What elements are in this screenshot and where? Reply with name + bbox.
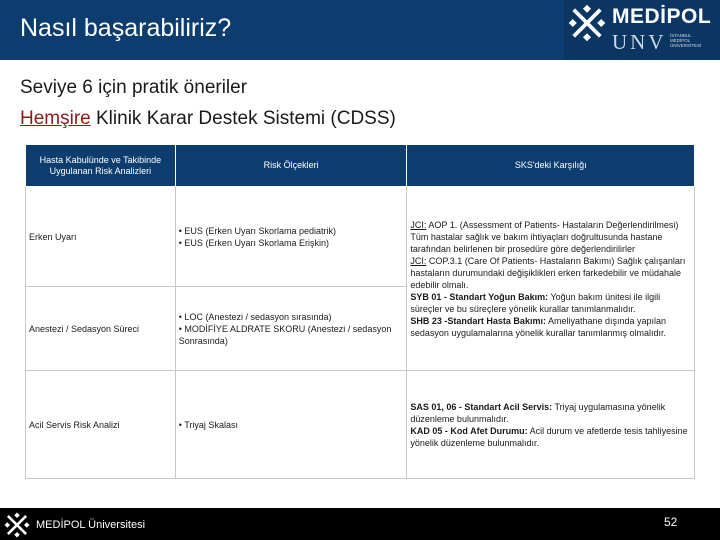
sks-cell-bottom [407,371,695,479]
header-scales: Risk Ölçekleri [175,145,407,187]
sks-text: Acil durum ve afetlerde tesis tahliyesine yönelik düzenleme bulunmalıdır. [410,425,688,448]
scales-cell [175,187,407,287]
sks-paragraph [410,291,691,315]
table-row [26,187,695,287]
scale-item: • EUS (Erken Uyarı Skorlama Erişkin) [178,237,329,248]
scale-item: • EUS (Erken Uyarı Skorlama pediatrik) [178,225,336,236]
subtitle-rest: Klinik Karar Destek Sistemi (CDSS) [90,108,396,129]
scale-item: • MODİFİYE ALDRATE SKORU (Anestezi / sedasyon Sonrasında) [178,323,392,346]
scales-cell [175,371,407,479]
analysis-cell: Anestezi / Sedasyon Süreci [26,287,176,371]
page-number: 52 [664,515,678,529]
sks-text: COP.3.1 (Care Of Patients- Hastaların Bakımı) Sağlık çalışanları hastaların durumundaki değişiklikleri erken farkedebilir ve müdahale edebilir olmalı. [410,255,686,290]
logo-subtext [670,33,710,48]
table-header-row [26,145,695,187]
sks-paragraph [410,315,691,339]
sks-text: Triyaj uygulamasına yönelik düzenleme bulunmalıdır. [410,401,666,424]
subtitle-underlined-word: Hemşire [20,108,91,129]
analysis-cell: Acil Servis Risk Analizi [26,371,176,479]
sks-text: Ameliyathane dışında yapılan sedasyon uygulamalarına yönelik kurallar tanımlanmış olmalıdır. [410,315,667,338]
logo-unv: UNV [612,30,667,54]
logo-sub-line: ÜNİVERSİTESİ [670,43,702,48]
footer-university-name: MEDİPOL Üniversitesi [36,519,146,531]
subtitle-level: Seviye 6 için pratik öneriler [20,77,248,98]
logo-sub-line: İSTANBUL [670,33,692,38]
sks-key: SYB 01 - Standart Yoğun Bakım: [410,291,549,302]
medipol-emblem-icon [4,512,30,538]
table-row [26,371,695,479]
sks-key: SAS 01, 06 - Standart Acil Servis: [410,401,553,412]
scale-item: • LOC (Anestezi / sedasyon sırasında) [178,311,332,322]
sks-paragraph [410,401,691,425]
sks-paragraph [410,255,691,291]
header-sks: SKS'deki Karşılığı [407,145,695,187]
logo-name: MEDİPOL [612,5,712,28]
subtitle-cdss [20,108,396,130]
sks-key: JCI: [410,255,427,266]
sks-paragraph [410,219,691,255]
sks-paragraph [410,425,691,449]
sks-key: JCI: [410,219,427,230]
sks-key: KAD 05 - Kod Afet Durumu: [410,425,528,436]
analysis-cell: Erken Uyarı [26,187,176,287]
scales-cell [175,287,407,371]
header-analysis: Hasta Kabulünde ve Takibinde Uygulanan Risk Analizleri [26,145,176,187]
scale-item: • Triyaj Skalası [178,419,238,430]
sks-text: AOP 1. (Assessment of Patients- Hastaların Değerlendirilmesi) Tüm hastalar sağlık ve bakım ihtiyaçları doğrultusunda hastane tarafından belirlenen bir prosedüre göre değerlendirilirler [410,219,679,254]
logo-sub-line: MEDİPOL [670,38,691,43]
cdss-table [25,144,695,479]
sks-cell-top [407,187,695,371]
sks-text: Yoğun bakım ünitesi ile ilgili süreçler ve bu süreçlere yönelik kurallar tanımlanmalıdır. [410,291,661,314]
sks-key: SHB 23 -Standart Hasta Bakımı: [410,315,546,326]
slide-title: Nasıl başarabiliriz? [20,14,232,42]
medipol-emblem-icon [568,4,606,42]
